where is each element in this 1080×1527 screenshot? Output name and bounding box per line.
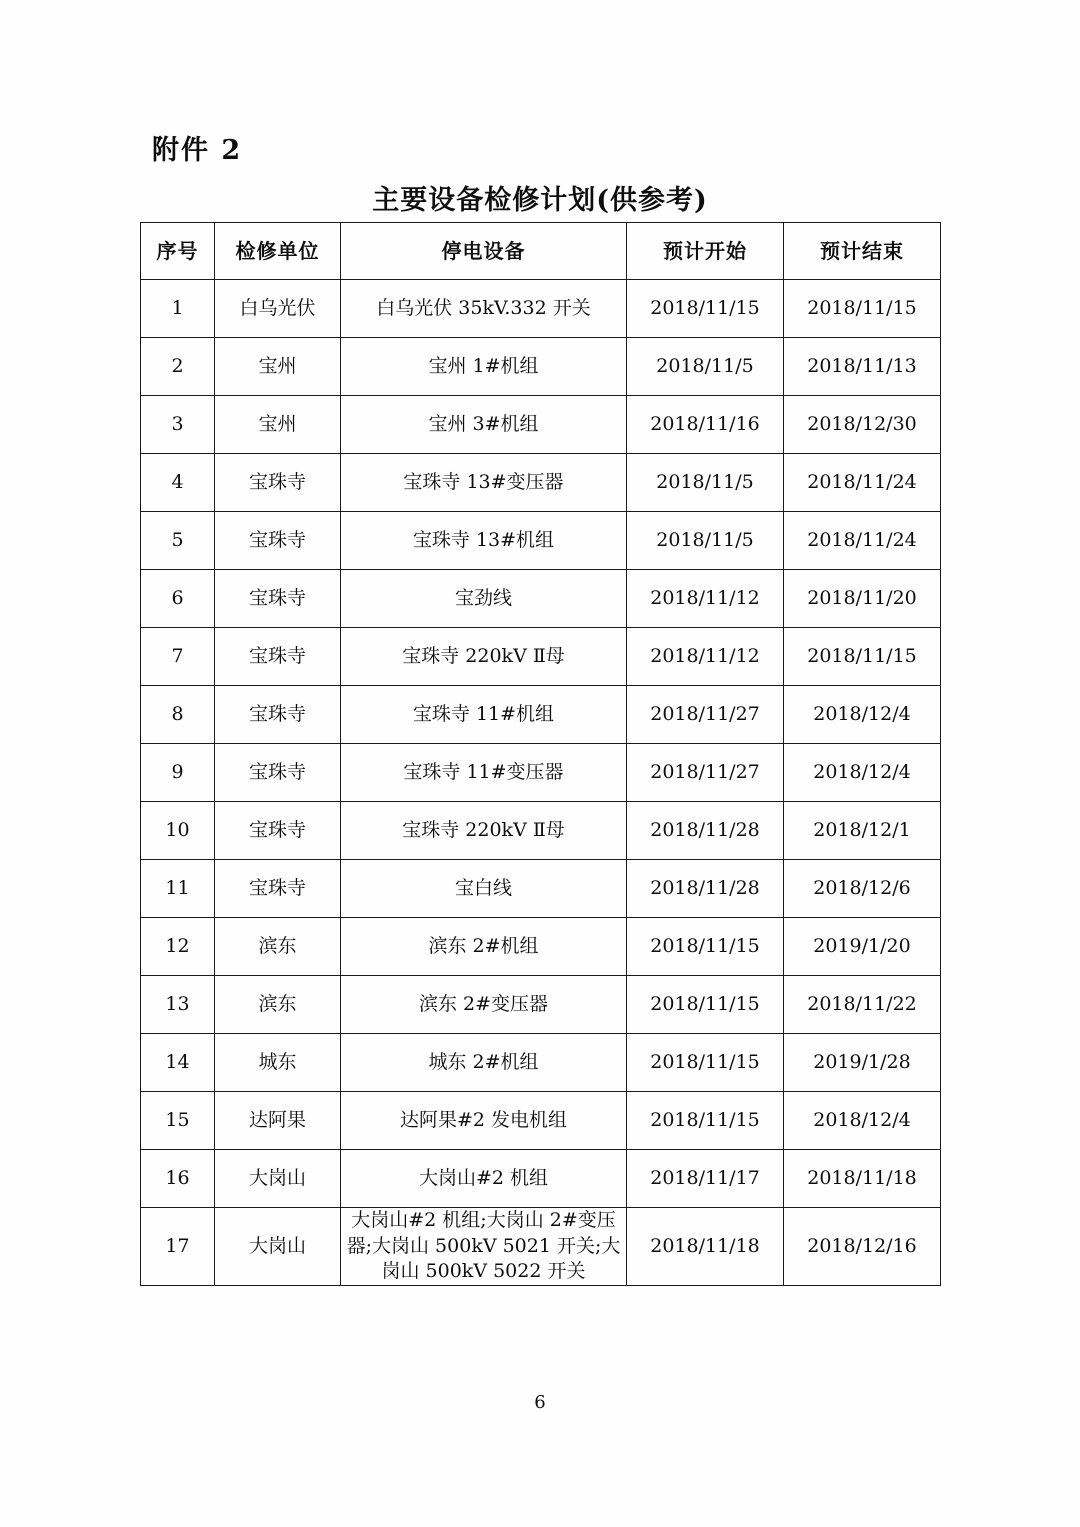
cell-device: 大岗山#2 机组 xyxy=(341,1150,627,1208)
cell-no: 12 xyxy=(141,918,215,976)
cell-device: 宝州 1#机组 xyxy=(341,338,627,396)
cell-device: 大岗山#2 机组;大岗山 2#变压器;大岗山 500kV 5021 开关;大岗山 500kV 5022 开关 xyxy=(341,1208,627,1286)
cell-no: 7 xyxy=(141,628,215,686)
column-header-device: 停电设备 xyxy=(341,223,627,280)
cell-device: 白乌光伏 35kV.332 开关 xyxy=(341,280,627,338)
cell-no: 8 xyxy=(141,686,215,744)
table-row xyxy=(141,280,941,338)
cell-unit: 宝珠寺 xyxy=(215,860,341,918)
cell-no: 9 xyxy=(141,744,215,802)
attachment-label: 附件 2 xyxy=(152,135,243,166)
cell-end: 2018/11/13 xyxy=(784,338,941,396)
cell-unit: 宝州 xyxy=(215,396,341,454)
cell-no: 6 xyxy=(141,570,215,628)
table-row xyxy=(141,628,941,686)
cell-start: 2018/11/16 xyxy=(627,396,784,454)
cell-start: 2018/11/28 xyxy=(627,802,784,860)
cell-no: 5 xyxy=(141,512,215,570)
maintenance-plan-table xyxy=(140,222,941,1286)
cell-unit: 达阿果 xyxy=(215,1092,341,1150)
cell-no: 1 xyxy=(141,280,215,338)
table-row xyxy=(141,802,941,860)
cell-no: 16 xyxy=(141,1150,215,1208)
cell-end: 2019/1/20 xyxy=(784,918,941,976)
cell-unit: 滨东 xyxy=(215,976,341,1034)
cell-start: 2018/11/28 xyxy=(627,860,784,918)
column-header-unit: 检修单位 xyxy=(215,223,341,280)
cell-device: 宝珠寺 13#变压器 xyxy=(341,454,627,512)
cell-end: 2018/12/4 xyxy=(784,744,941,802)
cell-start: 2018/11/15 xyxy=(627,1092,784,1150)
table-row xyxy=(141,976,941,1034)
cell-device: 滨东 2#机组 xyxy=(341,918,627,976)
cell-unit: 宝珠寺 xyxy=(215,686,341,744)
cell-unit: 宝珠寺 xyxy=(215,744,341,802)
table-row xyxy=(141,570,941,628)
table-header-row xyxy=(141,223,941,280)
table-row xyxy=(141,744,941,802)
cell-end: 2018/12/16 xyxy=(784,1208,941,1286)
cell-unit: 宝珠寺 xyxy=(215,570,341,628)
cell-end: 2018/11/15 xyxy=(784,628,941,686)
table-row xyxy=(141,338,941,396)
column-header-no: 序号 xyxy=(141,223,215,280)
cell-device: 滨东 2#变压器 xyxy=(341,976,627,1034)
cell-unit: 宝珠寺 xyxy=(215,802,341,860)
cell-start: 2018/11/5 xyxy=(627,338,784,396)
cell-device: 达阿果#2 发电机组 xyxy=(341,1092,627,1150)
table-row xyxy=(141,860,941,918)
cell-end: 2018/12/1 xyxy=(784,802,941,860)
table-header xyxy=(141,223,941,280)
table-row xyxy=(141,512,941,570)
table-row xyxy=(141,918,941,976)
cell-start: 2018/11/5 xyxy=(627,512,784,570)
cell-no: 14 xyxy=(141,1034,215,1092)
cell-device: 城东 2#机组 xyxy=(341,1034,627,1092)
cell-device: 宝珠寺 11#机组 xyxy=(341,686,627,744)
cell-unit: 城东 xyxy=(215,1034,341,1092)
table-row xyxy=(141,1150,941,1208)
cell-end: 2018/11/20 xyxy=(784,570,941,628)
cell-device: 宝州 3#机组 xyxy=(341,396,627,454)
cell-end: 2018/11/22 xyxy=(784,976,941,1034)
cell-start: 2018/11/15 xyxy=(627,976,784,1034)
cell-end: 2018/11/24 xyxy=(784,454,941,512)
cell-no: 11 xyxy=(141,860,215,918)
cell-device: 宝珠寺 11#变压器 xyxy=(341,744,627,802)
table-body xyxy=(141,280,941,1286)
cell-device: 宝白线 xyxy=(341,860,627,918)
column-header-end: 预计结束 xyxy=(784,223,941,280)
cell-end: 2018/12/4 xyxy=(784,1092,941,1150)
table-row xyxy=(141,686,941,744)
cell-end: 2018/11/15 xyxy=(784,280,941,338)
cell-no: 10 xyxy=(141,802,215,860)
cell-start: 2018/11/15 xyxy=(627,918,784,976)
cell-start: 2018/11/12 xyxy=(627,628,784,686)
cell-no: 2 xyxy=(141,338,215,396)
table-row xyxy=(141,1034,941,1092)
table-row xyxy=(141,1092,941,1150)
cell-unit: 宝州 xyxy=(215,338,341,396)
cell-unit: 白乌光伏 xyxy=(215,280,341,338)
cell-unit: 大岗山 xyxy=(215,1208,341,1286)
column-header-start: 预计开始 xyxy=(627,223,784,280)
cell-unit: 宝珠寺 xyxy=(215,628,341,686)
cell-end: 2018/11/18 xyxy=(784,1150,941,1208)
cell-start: 2018/11/12 xyxy=(627,570,784,628)
table-row xyxy=(141,396,941,454)
cell-start: 2018/11/27 xyxy=(627,744,784,802)
cell-no: 4 xyxy=(141,454,215,512)
cell-no: 13 xyxy=(141,976,215,1034)
cell-unit: 滨东 xyxy=(215,918,341,976)
cell-start: 2018/11/15 xyxy=(627,280,784,338)
cell-start: 2018/11/17 xyxy=(627,1150,784,1208)
cell-device: 宝珠寺 220kV Ⅱ母 xyxy=(341,802,627,860)
cell-unit: 宝珠寺 xyxy=(215,454,341,512)
cell-start: 2018/11/5 xyxy=(627,454,784,512)
cell-end: 2018/12/6 xyxy=(784,860,941,918)
cell-start: 2018/11/18 xyxy=(627,1208,784,1286)
cell-end: 2019/1/28 xyxy=(784,1034,941,1092)
cell-no: 3 xyxy=(141,396,215,454)
cell-device: 宝珠寺 13#机组 xyxy=(341,512,627,570)
cell-end: 2018/11/24 xyxy=(784,512,941,570)
cell-end: 2018/12/4 xyxy=(784,686,941,744)
cell-start: 2018/11/15 xyxy=(627,1034,784,1092)
cell-unit: 宝珠寺 xyxy=(215,512,341,570)
cell-no: 17 xyxy=(141,1208,215,1286)
page-title: 主要设备检修计划(供参考) xyxy=(372,185,708,216)
cell-device: 宝劲线 xyxy=(341,570,627,628)
cell-start: 2018/11/27 xyxy=(627,686,784,744)
page-number: 6 xyxy=(534,1392,546,1413)
table-row xyxy=(141,454,941,512)
cell-end: 2018/12/30 xyxy=(784,396,941,454)
cell-unit: 大岗山 xyxy=(215,1150,341,1208)
cell-no: 15 xyxy=(141,1092,215,1150)
cell-device: 宝珠寺 220kV Ⅱ母 xyxy=(341,628,627,686)
table-row xyxy=(141,1208,941,1286)
